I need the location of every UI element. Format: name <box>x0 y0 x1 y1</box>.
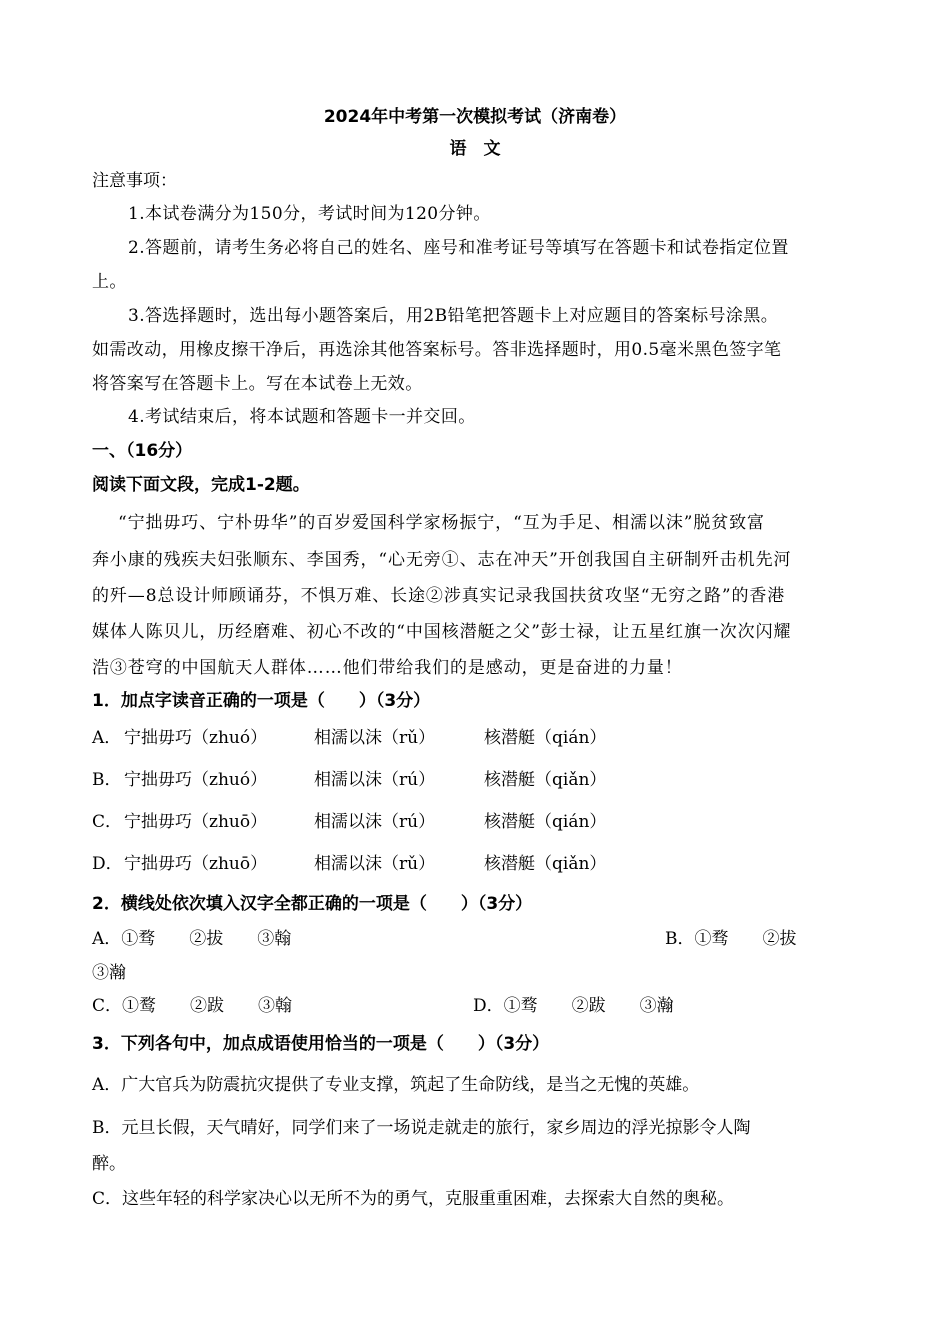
q1-option-label: D． <box>92 854 123 874</box>
passage-line-3: 的歼—8总设计师顾诵芬，不惧万难、长途②涉真实记录我国扶贫攻坚“无穷之路”的香港 <box>92 586 786 606</box>
q2-option-b-cont: ③瀚 <box>92 963 126 983</box>
passage-line-1: “宁拙毋巧、宁朴毋华”的百岁爱国科学家杨振宁，“互为手足、相濡以沫”脱贫致富 <box>118 513 765 533</box>
q1-option-word-1: 宁拙毋巧（zhuō） <box>124 854 268 874</box>
q3-option-a: A．广大官兵为防震抗灾提供了专业支撑，筑起了生命防线，是当之无愧的英雄。 <box>92 1075 700 1095</box>
notice-item-3-cont1: 如需改动，用橡皮擦干净后，再选涂其他答案标号。答非选择题时，用0.5毫米黑色签字笔 <box>92 340 782 360</box>
notice-item-4: 4.考试结束后，将本试题和答题卡一并交回。 <box>128 407 476 427</box>
notice-item-2-cont: 上。 <box>92 272 127 292</box>
notice-heading: 注意事项： <box>92 171 177 191</box>
q3-option-b: B．元旦长假，天气晴好，同学们来了一场说走就走的旅行，家乡周边的浮光掠影令人陶 <box>92 1118 751 1138</box>
exam-title: 2024年中考第一次模拟考试（济南卷） <box>323 107 627 127</box>
q3-option-b-cont: 醉。 <box>92 1154 126 1174</box>
q1-option-word-2: 相濡以沫（rǔ） <box>314 728 436 748</box>
q2-option-a: A．①骛 ②拔 ③翰 <box>92 929 292 949</box>
q3-option-c: C．这些年轻的科学家决心以无所不为的勇气，克服重重困难，去探索大自然的奥秘。 <box>92 1189 735 1209</box>
q1-stem: 1．加点字读音正确的一项是（ ）（3分） <box>92 691 431 711</box>
q1-option-word-1: 宁拙毋巧（zhuó） <box>124 728 268 748</box>
notice-item-3: 3.答选择题时，选出每小题答案后，用2B铅笔把答题卡上对应题目的答案标号涂黑。 <box>128 306 779 326</box>
q1-option-word-2: 相濡以沫（rú） <box>314 812 436 832</box>
q1-option-word-3: 核潜艇（qiǎn） <box>484 854 607 874</box>
q1-option-word-3: 核潜艇（qián） <box>484 812 607 832</box>
q2-option-c: C．①鹜 ②跋 ③翰 <box>92 996 293 1016</box>
subject-title: 语 文 <box>449 139 501 159</box>
q1-option-word-3: 核潜艇（qiǎn） <box>484 770 607 790</box>
q1-option-label: C． <box>92 812 123 832</box>
passage-line-2: 奔小康的残疾夫妇张顺东、李国秀，“心无旁①、志在冲天”开创我国自主研制歼击机先河 <box>92 550 792 570</box>
passage-line-4: 媒体人陈贝儿，历经磨难、初心不改的“中国核潜艇之父”彭士禄，让五星红旗一次次闪耀 <box>92 622 792 642</box>
q3-stem: 3．下列各句中，加点成语使用恰当的一项是（ ）（3分） <box>92 1034 550 1054</box>
q1-option-word-1: 宁拙毋巧（zhuó） <box>124 770 268 790</box>
q2-stem: 2．横线处依次填入汉字全都正确的一项是（ ）（3分） <box>92 894 533 914</box>
section-instruction: 阅读下面文段，完成1-2题。 <box>92 475 310 495</box>
q1-option-word-2: 相濡以沫（rǔ） <box>314 854 436 874</box>
section-heading: 一、（16分） <box>92 441 193 461</box>
q2-option-b: B．①骛 ②拔 <box>665 929 797 949</box>
q1-option-label: A． <box>92 728 122 748</box>
q1-option-word-3: 核潜艇（qián） <box>484 728 607 748</box>
notice-item-3-cont2: 将答案写在答题卡上。写在本试卷上无效。 <box>92 374 423 394</box>
q1-option-word-1: 宁拙毋巧（zhuō） <box>124 812 268 832</box>
q1-option-word-2: 相濡以沫（rú） <box>314 770 436 790</box>
passage-line-5: 浩③苍穹的中国航天人群体……他们带给我们的是感动，更是奋进的力量！ <box>92 658 683 678</box>
notice-item-2: 2.答题前，请考生务必将自己的姓名、座号和准考证号等填写在答题卡和试卷指定位置 <box>128 238 789 258</box>
q1-option-label: B． <box>92 770 122 790</box>
q2-option-d: D．①骛 ②跋 ③瀚 <box>473 996 674 1016</box>
notice-item-1: 1.本试卷满分为150分，考试时间为120分钟。 <box>128 204 491 224</box>
